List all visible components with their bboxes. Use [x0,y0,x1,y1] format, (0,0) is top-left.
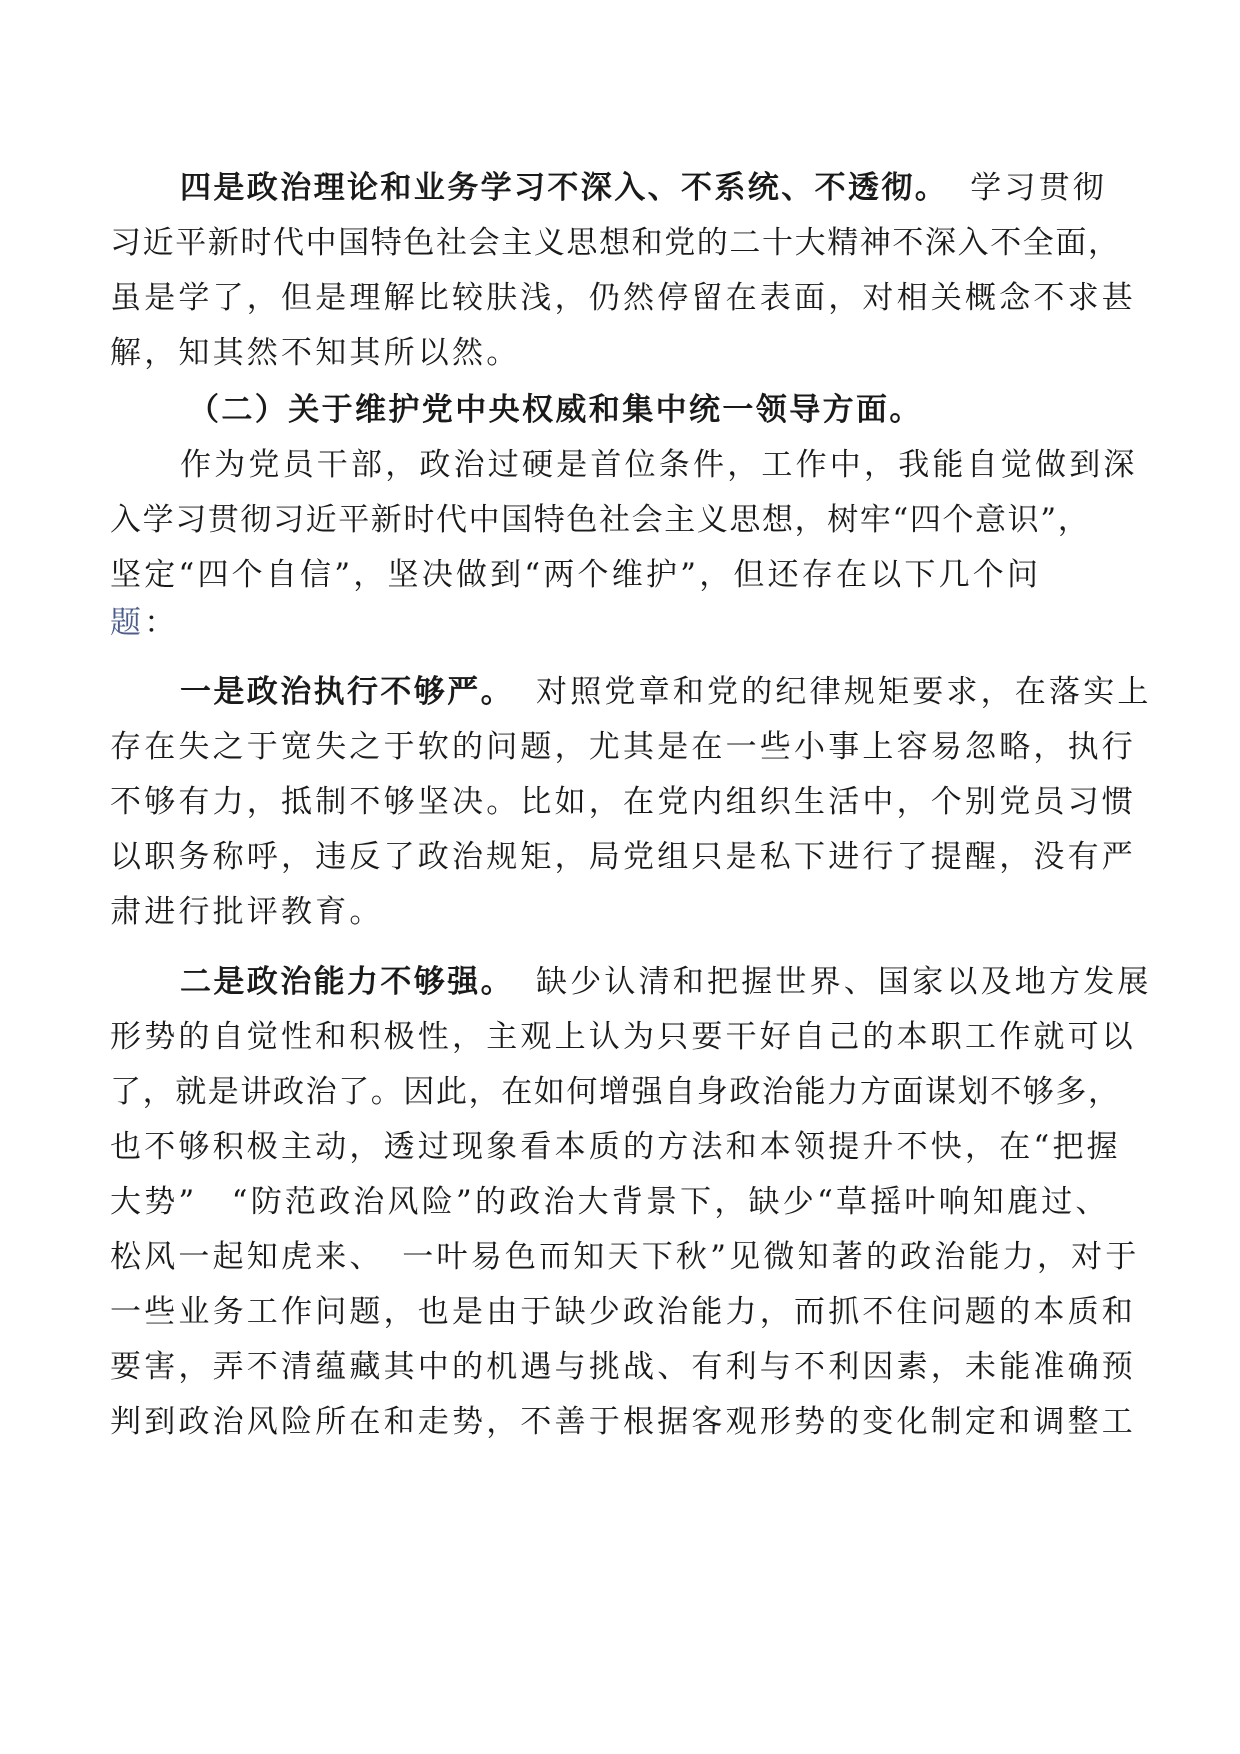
paragraph-line: 松风一起知虎来、 一叶易色而知天下秋”见微知著的政治能力，对于 [110,1239,1140,1275]
paragraph-line: 肃进行批评教育。 [110,894,384,930]
paragraph-line: 判到政治风险所在和走势，不善于根据客观形势的变化制定和调整工 [110,1404,1136,1440]
paragraph-text: ： [144,605,179,641]
paragraph-text: 缺少认清和把握世界、国家以及地方发展 [536,964,1152,1000]
paragraph-line: 存在失之于宽失之于软的问题，尤其是在一些小事上容易忽略，执行 [110,729,1136,765]
paragraph-line: 解，知其然不知其所以然。 [110,335,521,371]
paragraph-lead: 四是政治理论和业务学习不深入、不系统、不透彻。 [180,170,949,206]
paragraph-line: 以职务称呼，违反了政治规矩，局党组只是私下进行了提醒，没有严 [110,839,1136,875]
paragraph-text-colored: 题 [110,605,145,641]
paragraph-line [180,672,1152,712]
paragraph-line: 虽是学了，但是理解比较肤浅，仍然停留在表面，对相关概念不求甚 [110,280,1136,316]
paragraph-line: 大势” “防范政治风险”的政治大背景下，缺少“草摇叶响知鹿过、 [110,1184,1110,1220]
paragraph-line: 作为党员干部，政治过硬是首位条件，工作中，我能自觉做到深 [180,447,1138,483]
paragraph-line: 了，就是讲政治了。因此，在如何增强自身政治能力方面谋划不够多， [110,1074,1121,1110]
paragraph-line: 习近平新时代中国特色社会主义思想和党的二十大精神不深入不全面， [110,225,1121,261]
paragraph-line: 坚定“四个自信”，坚决做到“两个维护”，但还存在以下几个问 [110,557,1042,593]
paragraph-line [180,168,1140,208]
paragraph-line: 也不够积极主动，透过现象看本质的方法和本领提升不快，在“把握 [110,1129,1121,1165]
paragraph-lead: 二是政治能力不够强。 [180,964,514,1000]
paragraph-line: 一些业务工作问题，也是由于缺少政治能力，而抓不住问题的本质和 [110,1294,1136,1330]
paragraph-line: 形势的自觉性和积极性，主观上认为只要干好自己的本职工作就可以 [110,1019,1136,1055]
paragraph-line: 入学习贯彻习近平新时代中国特色社会主义思想，树牢“四个意识”， [110,502,1091,538]
paragraph-lead: 一是政治执行不够严。 [180,674,514,710]
paragraph-line: 不够有力，抵制不够坚决。比如，在党内组织生活中，个别党员习惯 [110,784,1136,820]
paragraph-line [180,962,1152,1002]
paragraph-line [110,603,1140,643]
paragraph-text: 对照党章和党的纪律规矩要求，在落实上 [536,674,1152,710]
section-heading: （二）关于维护党中央权威和集中统一领导方面。 [188,392,923,428]
paragraph-text: 学习贯彻 [970,170,1108,206]
paragraph-line: 要害，弄不清蕴藏其中的机遇与挑战、有利与不利因素，未能准确预 [110,1349,1136,1385]
